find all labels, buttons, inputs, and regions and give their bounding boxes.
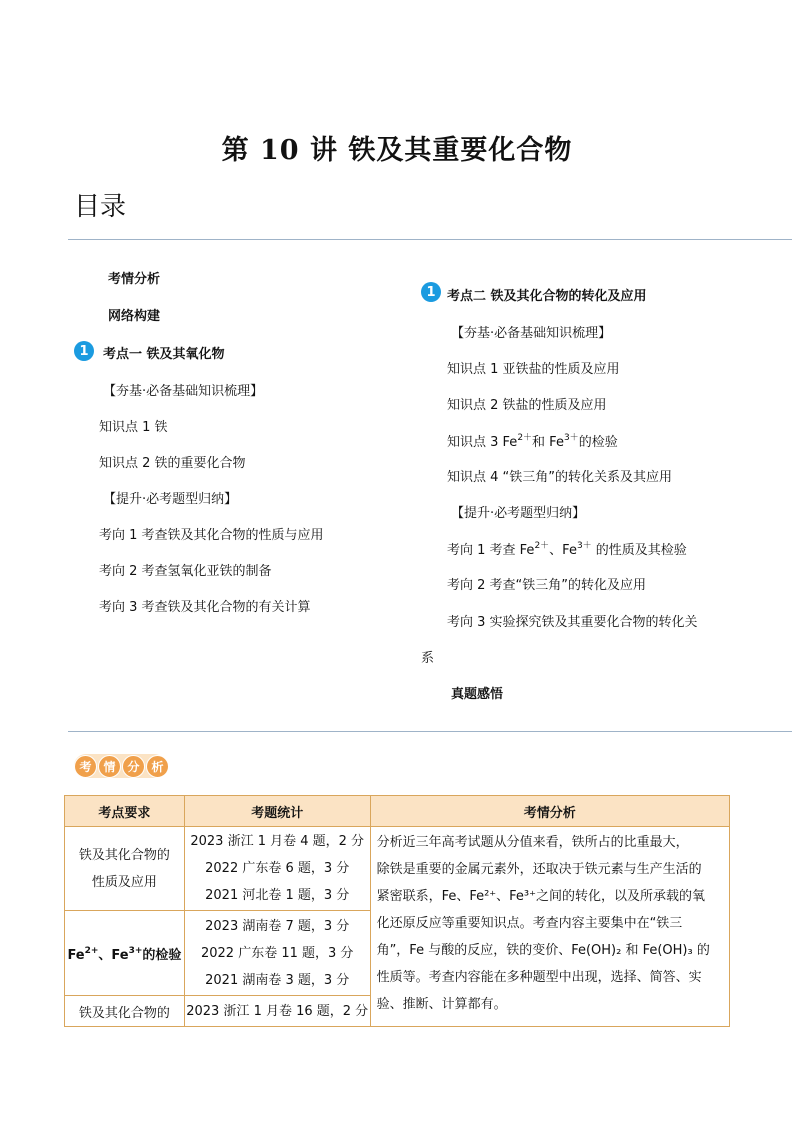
section-char: 情 <box>98 755 121 778</box>
analysis-line: 化还原反应等重要知识点。考查内容主要集中在“铁三 <box>376 916 683 931</box>
analysis-cell <box>370 827 729 1027</box>
toc-item-kd1-kx2[interactable]: 考向 2 考查氢氧化亚铁的制备 <box>99 564 272 579</box>
analysis-line: 除铁是重要的金属元素外，还取决于铁元素与生产生活的 <box>376 862 702 877</box>
superscript: 2＋ <box>517 433 533 443</box>
toc-item-kd2-zsd1[interactable]: 知识点 1 亚铁盐的性质及应用 <box>447 362 620 377</box>
stats-cell <box>184 911 370 996</box>
analysis-line: 验、推断、计算都有。 <box>376 997 507 1012</box>
number-badge-icon: 1 <box>421 282 441 302</box>
stat-line: 2022 广东卷 6 题，3 分 <box>205 861 350 876</box>
stat-line: 2022 广东卷 11 题，3 分 <box>200 945 354 961</box>
toc-item-kd1-tisheng[interactable]: 【提升·必考题型归纳】 <box>103 492 238 507</box>
toc-item-kd2-tisheng[interactable]: 【提升·必考题型归纳】 <box>451 506 586 521</box>
req-text: Fe <box>67 947 85 963</box>
toc-text: 的性质及其检验 <box>591 543 687 558</box>
toc-text: 知识点 3 Fe <box>447 435 518 450</box>
toc-item-kd1[interactable]: 考点一 铁及其氧化物 <box>103 347 225 362</box>
kaoqing-table <box>64 795 730 1027</box>
toc-item-kd2-zsd3[interactable] <box>447 430 618 450</box>
toc-text: 、Fe <box>549 543 577 558</box>
superscript: 3＋ <box>576 541 592 551</box>
toc-item-kaoqing[interactable]: 考情分析 <box>108 272 161 287</box>
toc-item-kd2-kx2[interactable]: 考向 2 考查“铁三角”的转化及应用 <box>447 578 647 593</box>
stat-line: 2021 湖南卷 3 题，3 分 <box>205 972 350 988</box>
superscript: 2＋ <box>534 541 550 551</box>
table-row <box>65 827 730 911</box>
requirement-cell: 铁及其化合物的 <box>65 996 185 1027</box>
stat-line: 2023 浙江 1 月卷 4 题，2 分 <box>190 834 365 849</box>
section-char: 分 <box>122 755 145 778</box>
req-text: 的检验 <box>142 947 182 963</box>
toc-item-kd2-jichu[interactable]: 【夯基·必备基础知识梳理】 <box>451 326 612 341</box>
toc-text: 和 Fe <box>532 435 564 450</box>
toc-item-kd2[interactable]: 考点二 铁及其化合物的转化及应用 <box>447 289 647 304</box>
analysis-line: 紧密联系，Fe、Fe²⁺、Fe³⁺之间的转化，以及所承载的氧 <box>376 889 706 904</box>
toc-item-kd2-kx1[interactable] <box>447 538 687 558</box>
analysis-line: 角”，Fe 与酸的反应，铁的变价、Fe(OH)₂ 和 Fe(OH)₃ 的 <box>376 943 710 958</box>
toc-item-kd1-zsd1[interactable]: 知识点 1 铁 <box>99 420 168 435</box>
top-divider <box>68 239 792 240</box>
analysis-line: 分析近三年高考试题从分值来看，铁所占的比重最大， <box>376 835 689 850</box>
req-text: 、Fe <box>98 947 129 963</box>
section-header-kaoqing <box>74 752 170 780</box>
toc-item-zhenti[interactable]: 真题感悟 <box>451 687 504 702</box>
toc-item-kd1-kx3[interactable]: 考向 3 考查铁及其化合物的有关计算 <box>99 600 311 615</box>
number-badge-icon: 1 <box>74 341 94 361</box>
stat-line: 2023 湖南卷 7 题，3 分 <box>205 918 350 934</box>
requirement-cell <box>65 911 185 996</box>
section-char: 考 <box>74 755 97 778</box>
requirement-cell: 铁及其化合物的性质及应用 <box>65 827 185 911</box>
table-header: 考点要求 <box>65 796 185 827</box>
table-header: 考题统计 <box>184 796 370 827</box>
analysis-line: 性质等。考查内容能在多种题型中出现，选择、简答、实 <box>376 970 702 985</box>
toc-item-kd1-zsd2[interactable]: 知识点 2 铁的重要化合物 <box>99 456 246 471</box>
toc-item-kd1-kx1[interactable]: 考向 1 考查铁及其化合物的性质与应用 <box>99 528 324 543</box>
stat-line: 2023 浙江 1 月卷 16 题，2 分 <box>186 1003 369 1019</box>
stat-line: 2021 河北卷 1 题，3 分 <box>205 888 350 903</box>
stats-cell <box>184 996 370 1027</box>
document-title: 第 10 讲 铁及其重要化合物 <box>221 135 573 166</box>
superscript: 3+ <box>128 945 143 956</box>
bottom-divider <box>68 731 792 732</box>
table-header: 考情分析 <box>370 796 729 827</box>
toc-item-wangluo[interactable]: 网络构建 <box>108 309 161 324</box>
stats-cell <box>184 827 370 911</box>
table-header-row <box>65 796 730 827</box>
toc-text: 的检验 <box>578 435 618 450</box>
toc-text: 考向 1 考查 Fe <box>447 543 535 558</box>
superscript: 3＋ <box>563 433 579 443</box>
toc-item-kd2-kx3[interactable]: 考向 3 实验探究铁及其重要化合物的转化关 <box>447 615 698 630</box>
toc-heading: 目录 <box>74 192 127 222</box>
toc-item-kd2-zsd2[interactable]: 知识点 2 铁盐的性质及应用 <box>447 398 607 413</box>
superscript: 2+ <box>84 945 99 956</box>
toc-item-kd2-zsd4[interactable]: 知识点 4 “铁三角”的转化关系及其应用 <box>447 470 673 485</box>
toc-item-kd2-kx3-tail[interactable]: 系 <box>421 651 435 666</box>
toc-item-kd1-jichu[interactable]: 【夯基·必备基础知识梳理】 <box>103 384 264 399</box>
section-char: 析 <box>146 755 169 778</box>
